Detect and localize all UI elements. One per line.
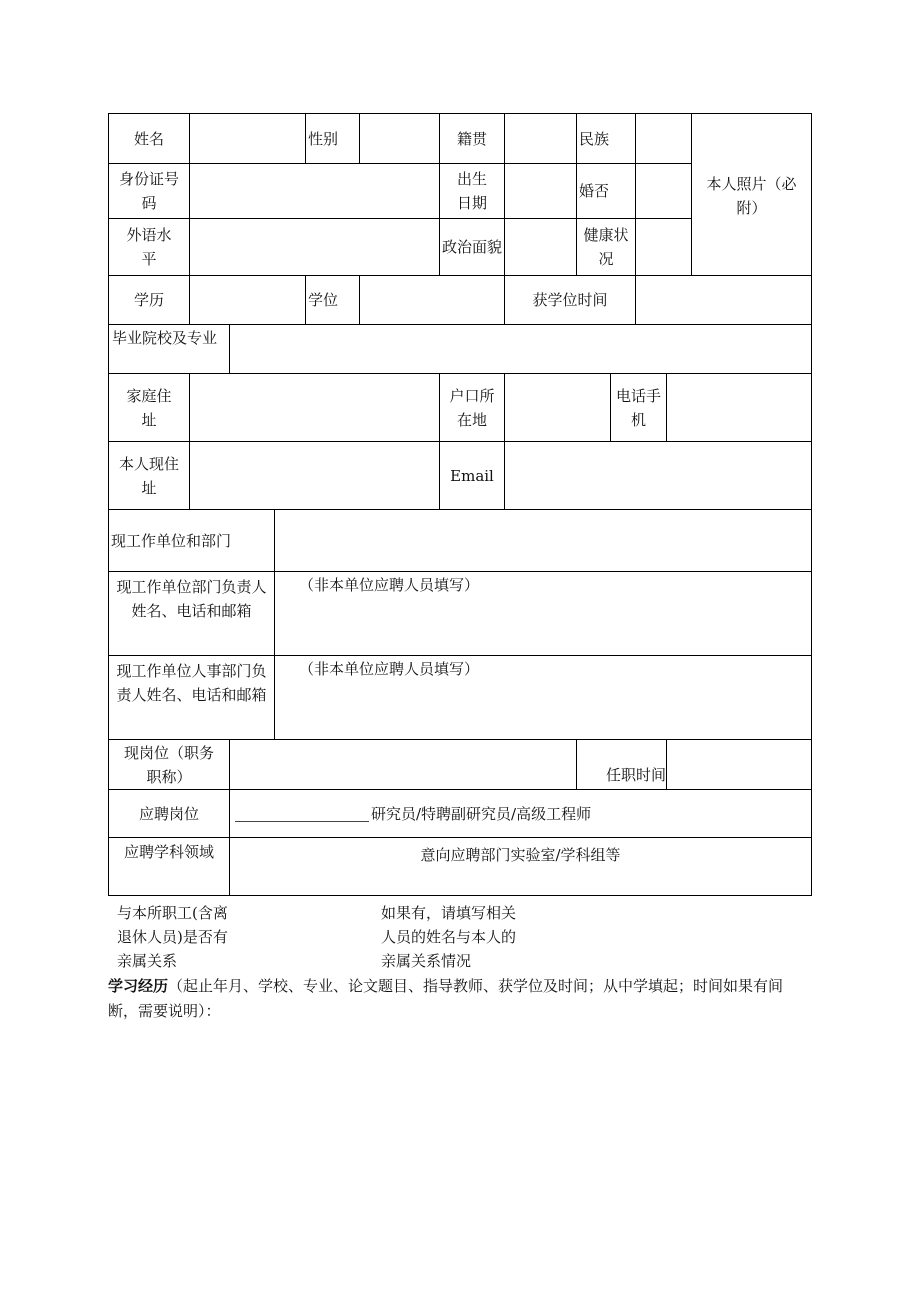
gender-field[interactable] bbox=[360, 114, 440, 164]
degree-field[interactable] bbox=[360, 276, 505, 325]
study-description: （起止年月、学校、专业、论文题目、指导教师、获学位及时间；从中学填起；时间如果有间断，需要说明）： bbox=[108, 977, 784, 1020]
native-place-field[interactable] bbox=[505, 114, 577, 164]
study-section bbox=[108, 974, 812, 1024]
employer-label: 现工作单位和部门 bbox=[109, 510, 275, 572]
name-field[interactable] bbox=[190, 114, 306, 164]
relatives-instruction-line: 如果有，请填写相关 bbox=[381, 904, 517, 922]
school-major-field[interactable] bbox=[230, 325, 811, 374]
birth-date-label: 出生日期 bbox=[440, 164, 505, 219]
political-label: 政治面貌 bbox=[440, 219, 505, 276]
relatives-instruction bbox=[381, 901, 516, 973]
discipline-field[interactable] bbox=[230, 838, 811, 895]
hr-head-label: 现工作单位人事部门负责人姓名、电话和邮箱 bbox=[109, 656, 275, 740]
discipline-label: 应聘学科领域 bbox=[109, 838, 230, 895]
tenure-label: 任职时间 bbox=[577, 740, 667, 790]
relatives-question bbox=[117, 901, 228, 973]
relatives-question-line: 与本所职工(含离 bbox=[117, 904, 228, 922]
marital-label: 婚否 bbox=[577, 164, 636, 219]
id-number-field[interactable] bbox=[190, 164, 440, 219]
ethnicity-label: 民族 bbox=[577, 114, 636, 164]
applied-position-field[interactable] bbox=[230, 790, 811, 838]
email-label: Email bbox=[440, 442, 505, 510]
hr-head-field[interactable] bbox=[275, 656, 811, 740]
home-address-label: 家庭住址 bbox=[109, 374, 190, 442]
education-label: 学历 bbox=[109, 276, 190, 325]
id-number-label: 身份证号码 bbox=[109, 164, 190, 219]
political-field[interactable] bbox=[505, 219, 577, 276]
relatives-question-line: 退休人员)是否有 bbox=[117, 928, 228, 946]
education-field[interactable] bbox=[190, 276, 306, 325]
degree-label: 学位 bbox=[306, 276, 360, 325]
application-form-table bbox=[108, 113, 812, 896]
photo-label: 本人照片（必附） bbox=[706, 175, 797, 217]
ethnicity-field[interactable] bbox=[636, 114, 692, 164]
position-field[interactable] bbox=[230, 740, 577, 790]
photo-box[interactable] bbox=[692, 114, 811, 276]
dept-head-note: （非本单位应聘人员填写） bbox=[299, 576, 480, 594]
language-label: 外语水平 bbox=[109, 219, 190, 276]
phone-field[interactable] bbox=[667, 374, 811, 442]
applied-position-value: 研究员/特聘副研究员/高级工程师 bbox=[371, 804, 592, 823]
hr-head-note: （非本单位应聘人员填写） bbox=[299, 660, 480, 678]
health-field[interactable] bbox=[636, 219, 692, 276]
hukou-label: 户口所在地 bbox=[440, 374, 505, 442]
dept-head-field[interactable] bbox=[275, 572, 811, 656]
hukou-field[interactable] bbox=[505, 374, 611, 442]
school-major-label: 毕业院校及专业 bbox=[109, 325, 230, 374]
discipline-value: 意向应聘部门实验室/学科组等 bbox=[420, 846, 621, 864]
current-address-label: 本人现住址 bbox=[109, 442, 190, 510]
dept-head-label: 现工作单位部门负责人姓名、电话和邮箱 bbox=[109, 572, 275, 656]
health-label: 健康状况 bbox=[577, 219, 636, 276]
applied-position-label: 应聘岗位 bbox=[109, 790, 230, 838]
employer-field[interactable] bbox=[275, 510, 811, 572]
degree-time-field[interactable] bbox=[636, 276, 811, 325]
relatives-instruction-line: 亲属关系情况 bbox=[381, 952, 472, 970]
current-address-field[interactable] bbox=[190, 442, 440, 510]
relatives-instruction-line: 人员的姓名与本人的 bbox=[381, 928, 517, 946]
phone-label: 电话手机 bbox=[611, 374, 667, 442]
email-field[interactable] bbox=[505, 442, 811, 510]
birth-date-field[interactable] bbox=[505, 164, 577, 219]
position-label: 现岗位（职务职称） bbox=[109, 740, 230, 790]
name-label: 姓名 bbox=[109, 114, 190, 164]
native-place-label: 籍贯 bbox=[440, 114, 505, 164]
applied-position-blank[interactable] bbox=[235, 805, 369, 822]
home-address-field[interactable] bbox=[190, 374, 440, 442]
language-field[interactable] bbox=[190, 219, 440, 276]
tenure-field[interactable] bbox=[667, 740, 811, 790]
marital-field[interactable] bbox=[636, 164, 692, 219]
relatives-question-line: 亲属关系 bbox=[117, 952, 178, 970]
gender-label: 性别 bbox=[306, 114, 360, 164]
degree-time-label: 获学位时间 bbox=[505, 276, 636, 325]
study-title: 学习经历 bbox=[108, 977, 169, 995]
